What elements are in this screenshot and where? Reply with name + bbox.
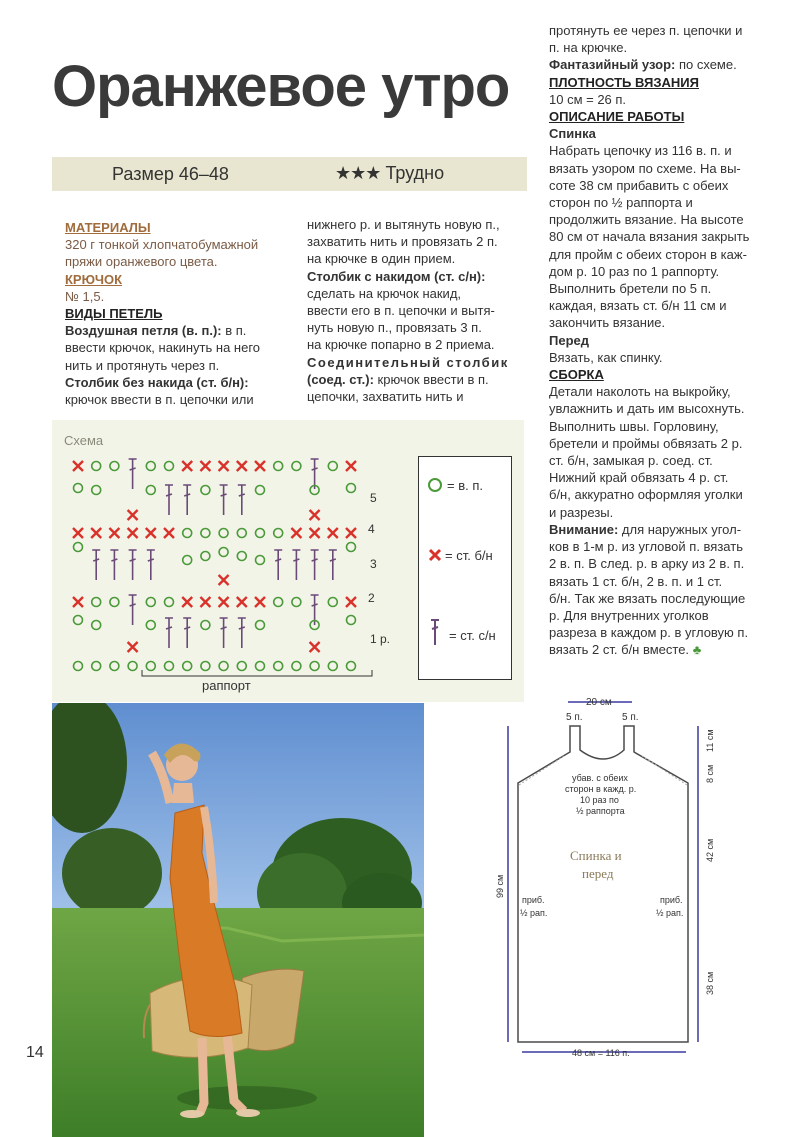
chain-stitch-symbol — [146, 621, 155, 630]
chain-stitch-symbol — [183, 529, 192, 538]
single-crochet-symbol — [255, 461, 265, 471]
chain-stitch-symbol — [237, 529, 246, 538]
single-crochet-symbol — [237, 597, 247, 607]
chain-stitch-symbol — [328, 462, 337, 471]
text-line: б/н. Так же вязать последующие — [549, 590, 746, 606]
single-crochet-symbol — [73, 461, 83, 471]
text-line: ков в 1-м р. из угловой п. вязать — [549, 539, 743, 555]
decrease-note: ½ раппорта — [576, 806, 625, 816]
increase-note-left: приб. — [522, 895, 545, 905]
chain-stitch-icon — [427, 477, 443, 493]
text-line: п. на крючке. — [549, 40, 628, 56]
text-line: для пройм с обеих сторон в каж- — [549, 246, 747, 262]
chain-stitch-symbol — [110, 462, 119, 471]
chain-stitch-symbol — [92, 621, 101, 630]
dim-strap-right: 5 п. — [622, 712, 639, 723]
chain-stitch-symbol — [347, 543, 356, 552]
legend-vp: = в. п. — [447, 478, 483, 493]
double-crochet-symbol — [183, 485, 191, 515]
term: Фантазийный узор: — [549, 57, 676, 73]
double-crochet-symbol — [147, 550, 155, 580]
double-crochet-symbol — [274, 550, 282, 580]
decrease-note: убав. с обеих — [572, 773, 628, 783]
crochet-chart — [52, 440, 422, 702]
dim-strap-height: 11 см — [705, 729, 715, 752]
decrease-note: 10 раз по — [580, 795, 619, 805]
schema-title: Схема — [64, 433, 104, 448]
single-crochet-symbol — [73, 597, 83, 607]
text-line: нижнего р. и вытянуть новую п., — [307, 217, 500, 232]
row-label: 5 — [370, 491, 377, 505]
text-line: цепочки, захватить нить и — [307, 389, 464, 405]
single-crochet-symbol — [328, 528, 338, 538]
chain-stitch-symbol — [146, 486, 155, 495]
club-icon: ♣ — [692, 642, 702, 658]
text-line: сторон по ½ раппорта и — [549, 195, 693, 211]
single-crochet-symbol — [346, 528, 356, 538]
text-line: крючок ввести в п. цепочки или — [65, 392, 254, 408]
text-line — [549, 641, 775, 658]
chain-stitch-symbol — [256, 529, 265, 538]
chain-stitch-symbol — [201, 662, 210, 671]
chain-stitch-symbol — [74, 616, 83, 625]
pattern-diagram — [424, 690, 784, 1070]
single-crochet-symbol — [182, 597, 192, 607]
dim-total-height: 99 см — [495, 874, 505, 898]
text-line: протянуть ее через п. цепочки и — [549, 23, 743, 38]
double-crochet-symbol — [311, 459, 319, 489]
text-line: Выполнить бретели по 5 п. — [549, 281, 712, 297]
term: Внимание: — [549, 521, 619, 537]
increase-note-left: ½ рап. — [520, 908, 548, 918]
single-crochet-symbol — [73, 528, 83, 538]
single-crochet-symbol — [164, 528, 174, 538]
chain-stitch-symbol — [110, 598, 119, 607]
text-line: ст. б/н, замыкая р. соед. ст. — [549, 453, 713, 469]
single-crochet-symbol — [91, 528, 101, 538]
text-line: Нижний край обвязать 4 р. ст. — [549, 470, 729, 486]
single-crochet-symbol — [182, 461, 192, 471]
text-line: бретели и проймы обвязать 2 р. — [549, 435, 743, 451]
row-label: 2 — [368, 591, 375, 605]
chain-stitch-symbol — [165, 598, 174, 607]
term: Соединительный столбик — [307, 354, 509, 370]
difficulty — [335, 163, 444, 184]
chain-stitch-symbol — [328, 598, 337, 607]
dim-armhole-height: 8 см — [705, 764, 715, 783]
term-def: крючок ввести в п. — [373, 371, 489, 387]
chain-stitch-symbol — [347, 662, 356, 671]
double-crochet-symbol — [129, 550, 137, 580]
chain-stitch-symbol — [92, 598, 101, 607]
chain-stitch-symbol — [146, 462, 155, 471]
text-line: Детали наколоть на выкройку, — [549, 384, 731, 400]
hook-value: № 1,5. — [65, 288, 105, 304]
term-def: в п. — [221, 323, 247, 339]
chain-stitch-symbol — [347, 484, 356, 493]
chain-stitch-symbol — [74, 543, 83, 552]
term: Столбик с накидом (ст. с/н): — [307, 268, 486, 284]
single-crochet-symbol — [310, 642, 320, 652]
schema-legend — [418, 456, 512, 680]
model-photo — [52, 703, 424, 1137]
text-line: каждая, вязать ст. б/н 11 см и — [549, 298, 727, 314]
text-line: б/н, аккуратно оформляя уголки — [549, 487, 743, 503]
term: Столбик без накида (ст. б/н): — [65, 374, 249, 390]
text-line: ввести крючок, накинуть на него — [65, 340, 261, 356]
chain-stitch-symbol — [201, 486, 210, 495]
difficulty-stars: ★★★ — [335, 163, 381, 183]
increase-note-right: приб. — [660, 895, 683, 905]
decrease-note: сторон в кажд. р. — [565, 784, 637, 794]
single-crochet-symbol — [219, 575, 229, 585]
chain-stitch-symbol — [110, 662, 119, 671]
term: Воздушная петля (в. п.): — [65, 323, 222, 339]
chain-stitch-symbol — [256, 486, 265, 495]
text-line: Вязать, как спинку. — [549, 349, 663, 365]
materials-text: пряжи оранжевого цвета. — [65, 254, 218, 270]
term-def: для наружных угол- — [618, 521, 742, 537]
stitches-heading: ВИДЫ ПЕТЕЛЬ — [65, 306, 163, 322]
legend-sbn: = ст. б/н — [445, 548, 493, 563]
chain-stitch-symbol — [92, 462, 101, 471]
chain-stitch-symbol — [256, 662, 265, 671]
text-span: вязать 2 ст. б/н вместе. — [549, 642, 690, 658]
materials-text: 320 г тонкой хлопчатобумажной — [65, 237, 259, 253]
chain-stitch-symbol — [74, 662, 83, 671]
single-crochet-icon — [427, 547, 443, 563]
chain-stitch-symbol — [219, 662, 228, 671]
text-line: дом р. 10 раз по 1 раппорту. — [549, 263, 720, 279]
chain-stitch-symbol — [292, 662, 301, 671]
text-line: р. Для внутренних уголков — [549, 607, 709, 623]
back-heading: Спинка — [549, 126, 596, 142]
double-crochet-symbol — [238, 618, 246, 648]
chain-stitch-symbol — [347, 616, 356, 625]
double-crochet-icon — [427, 617, 443, 647]
chain-stitch-symbol — [256, 556, 265, 565]
text-line: разреза в каждом р. в угловую п. — [549, 625, 749, 641]
rapport-bracket — [142, 670, 372, 676]
chain-stitch-symbol — [219, 548, 228, 557]
chain-stitch-symbol — [274, 662, 283, 671]
density-value: 10 см = 26 п. — [549, 91, 627, 107]
double-crochet-symbol — [129, 459, 137, 489]
text-line: нить и протянуть через п. — [65, 357, 220, 373]
chain-stitch-symbol — [128, 662, 137, 671]
chain-stitch-symbol — [92, 662, 101, 671]
chain-stitch-symbol — [201, 552, 210, 561]
chain-stitch-symbol — [292, 462, 301, 471]
text-line: 80 см от начала вязания закрыть — [549, 229, 750, 245]
text-line — [549, 521, 775, 538]
chain-stitch-symbol — [310, 662, 319, 671]
size-label: Размер 46–48 — [112, 164, 229, 184]
chain-stitch-symbol — [292, 598, 301, 607]
text-line: нуть новую п., провязать 3 п. — [307, 320, 482, 336]
row-label: 4 — [368, 522, 375, 536]
single-crochet-symbol — [128, 528, 138, 538]
double-crochet-symbol — [238, 485, 246, 515]
dim-width-top: 20 см — [586, 697, 612, 708]
text-line: ввести его в п. цепочки и вытя- — [307, 303, 495, 319]
legend-ssn: = ст. с/н — [449, 628, 496, 643]
assembly-heading: СБОРКА — [549, 367, 604, 383]
increase-note-right: ½ рап. — [656, 908, 684, 918]
single-crochet-symbol — [219, 461, 229, 471]
single-crochet-symbol — [146, 528, 156, 538]
chain-stitch-symbol — [74, 484, 83, 493]
double-crochet-symbol — [220, 485, 228, 515]
chain-stitch-symbol — [256, 621, 265, 630]
chain-stitch-symbol — [183, 662, 192, 671]
text-line — [65, 322, 290, 339]
text-line: на крючке попарно в 2 приема. — [307, 337, 495, 353]
difficulty-label: Трудно — [385, 163, 445, 183]
column-3 — [549, 22, 775, 659]
chain-stitch-symbol — [165, 662, 174, 671]
materials-heading: МАТЕРИАЛЫ — [65, 220, 151, 235]
page-number: 14 — [26, 1044, 44, 1061]
text-line: и разрезы. — [549, 504, 614, 520]
text-line: соте 38 см прибавить с обеих — [549, 177, 729, 193]
single-crochet-symbol — [346, 597, 356, 607]
row-label: 3 — [370, 557, 377, 571]
double-crochet-symbol — [292, 550, 300, 580]
double-crochet-symbol — [165, 485, 173, 515]
term-def: по схеме. — [675, 57, 737, 73]
text-line: 2 в. п. В след. р. в арку из 2 в. п. — [549, 556, 745, 572]
text-line: продолжить вязание. На высоте — [549, 212, 744, 228]
chain-stitch-symbol — [274, 529, 283, 538]
chain-stitch-symbol — [201, 529, 210, 538]
page-title: Оранжевое утро — [52, 54, 510, 119]
single-crochet-symbol — [310, 510, 320, 520]
chain-stitch-symbol — [237, 552, 246, 561]
dim-width-bottom: 48 см = 116 п. — [572, 1048, 630, 1058]
double-crochet-symbol — [165, 618, 173, 648]
double-crochet-symbol — [110, 550, 118, 580]
chain-stitch-symbol — [237, 662, 246, 671]
chain-stitch-symbol — [328, 662, 337, 671]
chain-stitch-symbol — [219, 529, 228, 538]
double-crochet-symbol — [183, 618, 191, 648]
piece-name: перед — [582, 866, 614, 881]
single-crochet-symbol — [237, 461, 247, 471]
single-crochet-symbol — [346, 461, 356, 471]
text-line — [307, 371, 529, 388]
single-crochet-symbol — [128, 642, 138, 652]
text-line: Выполнить швы. Горловину, — [549, 418, 719, 434]
chain-stitch-symbol — [274, 462, 283, 471]
double-crochet-symbol — [329, 550, 337, 580]
single-crochet-symbol — [128, 510, 138, 520]
description-heading: ОПИСАНИЕ РАБОТЫ — [549, 109, 685, 125]
double-crochet-symbol — [92, 550, 100, 580]
single-crochet-symbol — [200, 461, 210, 471]
text-line: закончить вязание. — [549, 315, 666, 331]
text-line: захватить нить и провязать 2 п. — [307, 234, 498, 250]
text-line: сделать на крючок накид, — [307, 285, 462, 301]
piece-name: Спинка и — [570, 848, 622, 863]
single-crochet-symbol — [200, 597, 210, 607]
column-2 — [307, 216, 529, 405]
rapport-label: раппорт — [202, 678, 251, 693]
column-1 — [65, 219, 290, 408]
term: (соед. ст.): — [307, 371, 374, 387]
chain-stitch-symbol — [201, 621, 210, 630]
row-label: 1 р. — [370, 632, 391, 646]
single-crochet-symbol — [255, 597, 265, 607]
chain-stitch-symbol — [92, 486, 101, 495]
chain-stitch-symbol — [146, 598, 155, 607]
text-line: на крючке в один прием. — [307, 251, 456, 267]
double-crochet-symbol — [311, 550, 319, 580]
double-crochet-symbol — [220, 618, 228, 648]
single-crochet-symbol — [109, 528, 119, 538]
single-crochet-symbol — [219, 597, 229, 607]
dim-mid-height: 42 см — [705, 838, 715, 862]
dim-strap-left: 5 п. — [566, 712, 583, 723]
chain-stitch-symbol — [274, 598, 283, 607]
hook-heading: КРЮЧОК — [65, 271, 123, 287]
text-line: вязать узором по схеме. На вы- — [549, 160, 741, 176]
dim-lower-height: 38 см — [705, 971, 715, 995]
text-line: Набрать цепочку из 116 в. п. и — [549, 143, 732, 159]
single-crochet-symbol — [310, 528, 320, 538]
text-line — [549, 56, 775, 73]
chain-stitch-symbol — [165, 462, 174, 471]
single-crochet-symbol — [291, 528, 301, 538]
chain-stitch-symbol — [146, 662, 155, 671]
text-line: вязать 1 ст. б/н, 2 в. п. и 1 ст. — [549, 573, 723, 589]
density-heading: ПЛОТНОСТЬ ВЯЗАНИЯ — [549, 74, 699, 90]
double-crochet-symbol — [129, 595, 137, 625]
front-heading: Перед — [549, 332, 589, 348]
text-line: увлажнить и дать им высохнуть. — [549, 401, 745, 417]
chain-stitch-symbol — [183, 556, 192, 565]
